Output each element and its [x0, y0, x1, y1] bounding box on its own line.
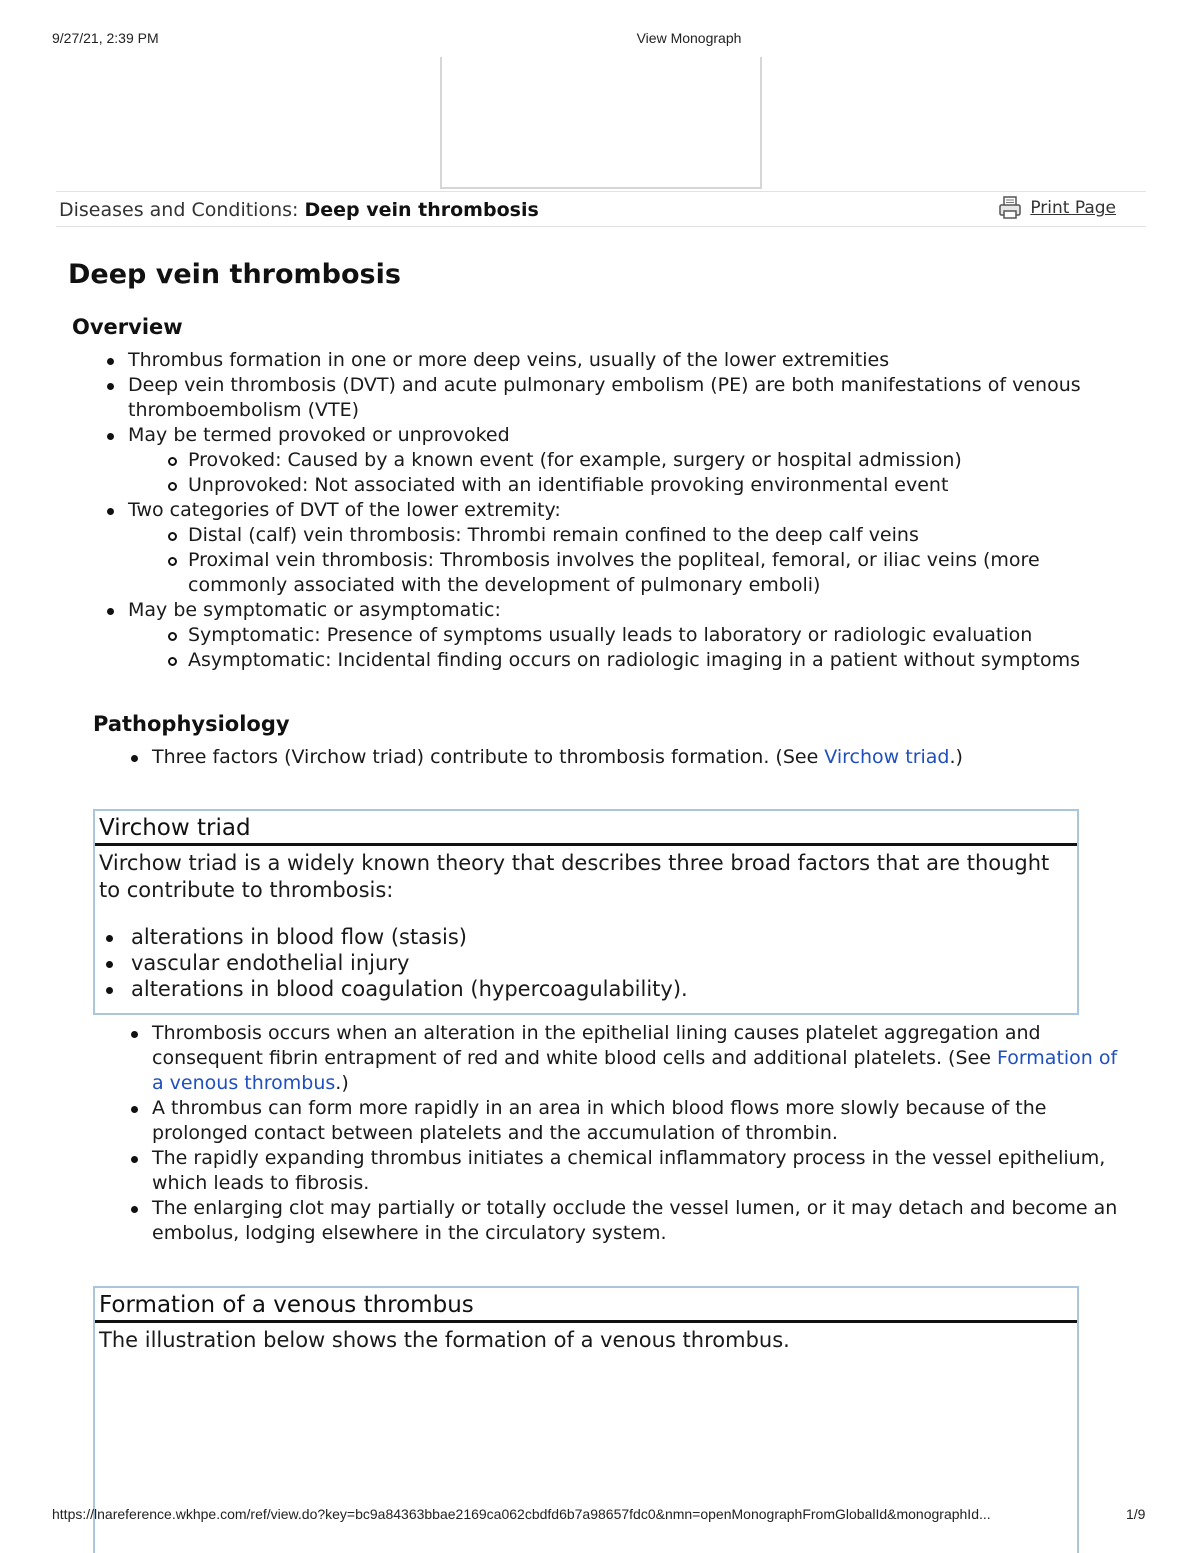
banner-frame	[440, 57, 762, 189]
virchow-box-title: Virchow triad	[95, 811, 1077, 846]
page-number: 1/9	[1126, 1506, 1146, 1522]
virchow-box-intro: Virchow triad is a widely known theory that describes three broad factors that are thought to contribute to thrombosis:	[99, 851, 1050, 902]
pathophysiology-intro-list	[152, 745, 1112, 770]
intro-end: .)	[949, 746, 963, 768]
breadcrumb-text	[59, 199, 539, 221]
item-end: .)	[335, 1072, 349, 1094]
formation-link[interactable]: Formation of a venous thrombus	[152, 1047, 1118, 1094]
list-item	[152, 1021, 1118, 1096]
virchow-triad-box	[93, 809, 1079, 1015]
list-item: May be termed provoked or unprovoked	[128, 423, 1118, 448]
list-item: alterations in blood flow (stasis)	[131, 924, 1073, 950]
list-item: Distal (calf) vein thrombosis: Thrombi remain confined to the deep calf veins	[188, 523, 1118, 548]
list-item: Asymptomatic: Incidental finding occurs on radiologic imaging in a patient without symptoms	[188, 648, 1118, 673]
footer-url: https://lnareference.wkhpe.com/ref/view.do?key=bc9a84363bbae2169ca062cbdfd6b7a98657fdc0&nmn=openMonographFromGlobalId&monographId...	[52, 1506, 991, 1522]
list-item: Symptomatic: Presence of symptoms usually leads to laboratory or radiologic evaluation	[188, 623, 1118, 648]
print-header	[0, 30, 1200, 50]
print-date: 9/27/21, 2:39 PM	[52, 30, 159, 46]
item-text: Thrombosis occurs when an alteration in the epithelial lining causes platelet aggregation and consequent fibrin entrapment of red and white blood cells and additional platelets. (See	[152, 1022, 1041, 1069]
pathophysiology-list	[152, 1021, 1118, 1246]
list-item: Proximal vein thrombosis: Thrombosis involves the popliteal, femoral, or iliac veins (more commonly associated with the development of pulmonary emboli)	[188, 548, 1118, 598]
list-item: A thrombus can form more rapidly in an area in which blood flows more slowly because of the prolonged contact between platelets and the accumulation of thrombin.	[152, 1096, 1118, 1146]
virchow-box-body	[95, 846, 1077, 1002]
list-item: alterations in blood coagulation (hypercoagulability).	[131, 976, 1073, 1002]
breadcrumb-prefix: Diseases and Conditions:	[59, 199, 305, 221]
virchow-list	[99, 924, 1073, 1002]
list-item: Two categories of DVT of the lower extremity:	[128, 498, 1118, 523]
formation-box-body: The illustration below shows the formation of a venous thrombus.	[99, 1328, 790, 1352]
list-item: May be symptomatic or asymptomatic:	[128, 598, 1118, 623]
list-item: The enlarging clot may partially or totally occlude the vessel lumen, or it may detach and become an embolus, lodging elsewhere in the circulatory system.	[152, 1197, 1118, 1244]
formation-box-title: Formation of a venous thrombus	[95, 1288, 1077, 1323]
page-title: Deep vein thrombosis	[68, 259, 401, 290]
list-item: Deep vein thrombosis (DVT) and acute pulmonary embolism (PE) are both manifestations of venous thromboembolism (VTE)	[128, 373, 1118, 423]
print-title: View Monograph	[636, 30, 742, 46]
printer-icon	[998, 196, 1024, 220]
list-item: The rapidly expanding thrombus initiates a chemical inflammatory process in the vessel epithelium, which leads to fibrosis.	[152, 1146, 1118, 1196]
pathophysiology-heading: Pathophysiology	[93, 712, 290, 736]
list-item	[152, 745, 1112, 770]
breadcrumb	[56, 191, 1146, 227]
intro-text: Three factors (Virchow triad) contribute to thrombosis formation. (See	[152, 746, 825, 768]
list-item: Provoked: Caused by a known event (for example, surgery or hospital admission)	[188, 448, 1118, 473]
list-item: vascular endothelial injury	[131, 950, 1073, 976]
print-page-label[interactable]: Print Page	[1030, 198, 1116, 218]
overview-heading: Overview	[72, 315, 183, 339]
print-footer	[0, 1506, 1200, 1526]
virchow-triad-link[interactable]: Virchow triad	[824, 746, 950, 768]
list-item: Thrombus formation in one or more deep veins, usually of the lower extremities	[128, 348, 1118, 373]
print-page-link[interactable]	[998, 196, 1116, 220]
list-item: Unprovoked: Not associated with an identifiable provoking environmental event	[188, 473, 1118, 498]
breadcrumb-topic: Deep vein thrombosis	[304, 199, 539, 221]
overview-list	[128, 348, 1118, 673]
